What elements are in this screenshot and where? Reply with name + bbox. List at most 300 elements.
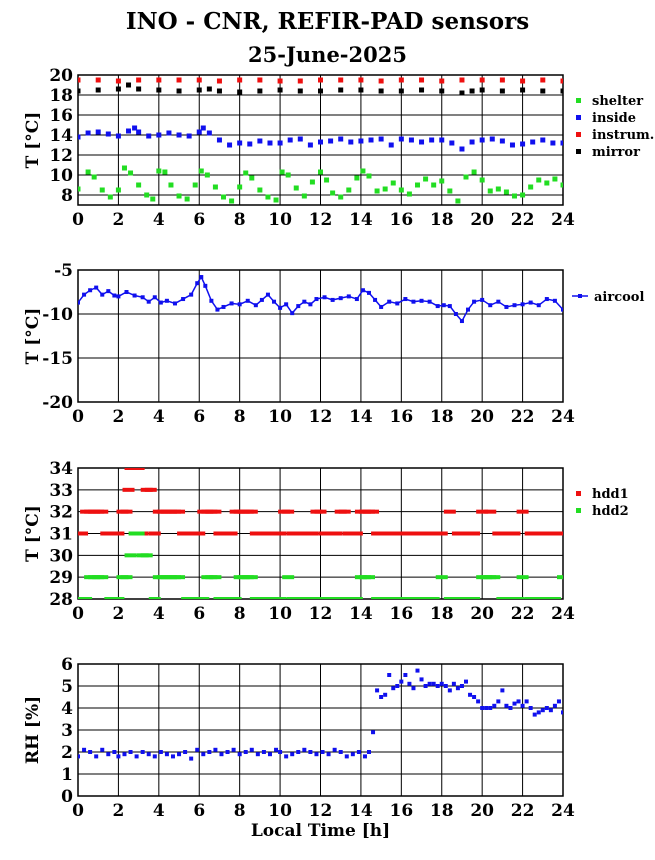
series-inside-point (201, 126, 206, 131)
y-tick-label: -10 (42, 305, 73, 325)
series-rh-point (375, 688, 379, 692)
series-shelter-point (399, 188, 404, 193)
series-inside-point (278, 141, 283, 146)
series-inside-point (399, 137, 404, 142)
series-shelter-point (439, 179, 444, 184)
series-rh-point (403, 673, 407, 677)
series-shelter-point (116, 188, 121, 193)
x-tick-label: 22 (510, 801, 535, 821)
series-rh-point (351, 752, 355, 756)
series-rh-point (357, 750, 361, 754)
series-aircool-point (436, 304, 440, 308)
series-rh-point (327, 752, 331, 756)
series-rh-point (545, 706, 549, 710)
x-tick-label: 0 (72, 604, 84, 624)
series-aircool-point (466, 308, 470, 312)
series-mirror-point (217, 89, 222, 94)
x-tick-label: 24 (551, 801, 575, 821)
x-tick-label: 10 (268, 604, 292, 624)
series-aircool-point (460, 319, 464, 323)
series-aircool-point (561, 308, 565, 312)
x-tick-label: 6 (193, 210, 206, 230)
series-aircool-point (94, 286, 98, 290)
y-tick-label: 10 (49, 166, 73, 186)
x-tick-label: 14 (349, 407, 373, 427)
series-rh-point (345, 754, 349, 758)
series-rh-point (504, 704, 508, 708)
series-inside-point (177, 133, 182, 138)
series-hdd1-point (173, 510, 185, 514)
series-instrum-point (278, 79, 283, 84)
series-mirror-point (379, 89, 384, 94)
series-aircool-point (254, 303, 258, 307)
series-shelter-point (423, 177, 428, 182)
series-instrum-point (116, 79, 121, 84)
series-hdd1-point (306, 532, 318, 536)
y-tick-label: 32 (49, 502, 73, 523)
series-inside-point (136, 130, 141, 135)
series-shelter-point (367, 174, 372, 179)
x-tick-label: 12 (308, 210, 333, 230)
series-inside-point (227, 143, 232, 148)
y-tick-label: 16 (49, 106, 73, 126)
x-tick-label: 18 (429, 801, 454, 821)
legend-label: hdd2 (592, 504, 629, 519)
x-tick-label: 20 (470, 801, 495, 821)
series-shelter-point (280, 170, 285, 175)
x-tick-label: 6 (193, 801, 206, 821)
series-mirror-point (136, 87, 141, 92)
series-inside-point (146, 134, 151, 139)
series-hdd1-point (509, 532, 521, 536)
x-tick-label: 18 (429, 604, 454, 624)
series-shelter-point (243, 171, 248, 176)
series-aircool-point (553, 299, 557, 303)
x-tick-label: 4 (152, 801, 165, 821)
chart-subtitle: 25-June-2025 (248, 42, 407, 67)
series-shelter-point (185, 197, 190, 202)
series-rh-point (290, 752, 294, 756)
series-rh-point (106, 752, 110, 756)
series-mirror-point (126, 83, 131, 88)
series-rh-point (219, 752, 223, 756)
series-shelter-point (108, 195, 113, 200)
series-shelter-point (504, 190, 509, 195)
series-hdd2-point (80, 597, 92, 601)
series-shelter-point (100, 188, 105, 193)
x-tick-label: 24 (551, 407, 575, 427)
series-shelter-point (86, 170, 91, 175)
series-rh-point (424, 684, 428, 688)
series-aircool-point (165, 299, 169, 303)
x-tick-label: 12 (308, 407, 333, 427)
legend-label: aircool (594, 290, 645, 305)
series-inside-point (379, 137, 384, 142)
series-aircool-point (521, 302, 525, 306)
x-tick-label: 2 (112, 801, 125, 821)
series-hdd2-point (351, 597, 363, 601)
x-tick-label: 16 (389, 407, 414, 427)
panel-2 (23, 261, 644, 427)
series-rh-point (537, 710, 541, 714)
series-instrum-point (459, 78, 464, 83)
series-hdd2-point (488, 575, 500, 579)
series-inside-point (500, 139, 505, 144)
series-instrum-point (76, 78, 81, 83)
y-tick-label: 34 (49, 459, 73, 479)
series-hdd1-point (112, 532, 124, 536)
series-rh-point (135, 754, 139, 758)
series-hdd1-point (193, 532, 205, 536)
series-aircool-point (428, 300, 432, 304)
series-hdd2-point (173, 575, 185, 579)
series-mirror-point (338, 88, 343, 93)
series-inside-point (550, 141, 555, 146)
series-instrum-point (358, 78, 363, 83)
series-hdd1-point (517, 510, 529, 514)
series-inside-point (510, 143, 515, 148)
series-rh-point (456, 686, 460, 690)
x-tick-label: 14 (349, 801, 373, 821)
series-shelter-point (237, 185, 242, 190)
series-hdd1-point (339, 510, 351, 514)
series-aircool-point (238, 302, 242, 306)
series-inside-point (470, 140, 475, 145)
series-rh-point (525, 699, 529, 703)
series-aircool-point (454, 312, 458, 316)
series-aircool-point (448, 304, 452, 308)
series-shelter-point (128, 171, 133, 176)
series-shelter-point (488, 189, 493, 194)
series-rh-point (213, 748, 217, 752)
x-tick-label: 20 (470, 210, 495, 230)
series-shelter-point (520, 193, 525, 198)
series-mirror-point (156, 88, 161, 93)
series-aircool-point (125, 290, 129, 294)
series-hdd2-point (125, 553, 137, 557)
series-hdd2-point (436, 575, 448, 579)
series-shelter-point (354, 176, 359, 181)
series-aircool-point (488, 303, 492, 307)
legend-label: hdd1 (592, 487, 629, 502)
series-shelter-point (330, 191, 335, 196)
series-aircool-point (420, 299, 424, 303)
series-shelter-point (122, 166, 127, 171)
series-inside-point (389, 143, 394, 148)
y-axis-label: T [°C] (23, 111, 43, 169)
series-shelter-point (447, 189, 452, 194)
series-mirror-point (399, 89, 404, 94)
y-tick-label: 31 (49, 524, 73, 545)
series-aircool-point (537, 303, 541, 307)
series-inside-point (237, 141, 242, 146)
series-rh-point (460, 684, 464, 688)
series-rh-point (411, 686, 415, 690)
series-rh-point (183, 750, 187, 754)
series-hdd1-point (133, 466, 145, 470)
series-hdd1-point (557, 532, 569, 536)
series-mirror-point (237, 90, 242, 95)
series-shelter-point (162, 170, 167, 175)
series-rh-point (484, 706, 488, 710)
x-tick-label: 16 (389, 210, 414, 230)
x-tick-label: 16 (389, 801, 414, 821)
x-tick-label: 22 (510, 210, 535, 230)
series-rh-point (464, 680, 468, 684)
series-aircool-point (159, 301, 163, 305)
series-inside-point (409, 138, 414, 143)
series-rh-point (82, 748, 86, 752)
legend-label: mirror (592, 145, 640, 160)
series-aircool-point (373, 298, 377, 302)
series-shelter-point (92, 175, 97, 180)
series-inside-point (480, 138, 485, 143)
y-axis-label: T [°C] (23, 505, 43, 562)
series-shelter-point (544, 181, 549, 186)
series-shelter-point (360, 169, 365, 174)
series-inside-point (369, 138, 374, 143)
series-hdd1-point (331, 532, 343, 536)
series-instrum-point (156, 78, 161, 83)
series-aircool-point (411, 300, 415, 304)
series-aircool-point (189, 293, 193, 297)
series-rh-point (88, 750, 92, 754)
series-aircool-point (302, 300, 306, 304)
series-mirror-point (480, 88, 485, 93)
series-aircool-point (82, 293, 86, 297)
x-tick-label: 0 (72, 210, 84, 230)
series-mirror-point (520, 88, 525, 93)
series-rh-point (284, 754, 288, 758)
series-aircool-point (203, 284, 207, 288)
series-hdd2-point (197, 597, 209, 601)
series-rh-point (452, 682, 456, 686)
x-tick-label: 8 (233, 801, 246, 821)
series-rh-point (541, 708, 545, 712)
series-rh-point (444, 684, 448, 688)
series-aircool-point (442, 303, 446, 307)
series-rh-point (367, 750, 371, 754)
series-shelter-point (249, 176, 254, 181)
series-rh-point (492, 704, 496, 708)
series-mirror-point (318, 89, 323, 94)
series-hdd1-point (351, 532, 363, 536)
series-rh-point (553, 704, 557, 708)
series-instrum-point (318, 78, 323, 83)
x-tick-label: 16 (389, 604, 414, 624)
x-tick-label: 6 (193, 604, 206, 624)
series-aircool-point (141, 295, 145, 299)
series-rh-point (278, 750, 282, 754)
series-rh-point (256, 752, 260, 756)
series-instrum-point (480, 78, 485, 83)
series-shelter-point (150, 197, 155, 202)
series-rh-point (407, 682, 411, 686)
series-shelter-point (177, 194, 182, 199)
series-inside-point (187, 134, 192, 139)
series-inside-point (419, 140, 424, 145)
series-aircool-point (266, 293, 270, 297)
series-instrum-point (217, 79, 222, 84)
series-rh-point (153, 754, 157, 758)
series-inside-point (318, 140, 323, 145)
series-hdd1-point (274, 532, 286, 536)
series-rh-point (250, 748, 254, 752)
series-rh-point (500, 688, 504, 692)
x-tick-label: 22 (510, 604, 535, 624)
legend-label: instrum. (592, 128, 655, 143)
series-inside-point (328, 139, 333, 144)
series-rh-point (476, 699, 480, 703)
series-rh-point (159, 750, 163, 754)
series-rh-point (268, 752, 272, 756)
series-hdd2-point (363, 575, 375, 579)
series-hdd2-point (230, 597, 242, 601)
series-rh-point (513, 702, 517, 706)
legend-marker (576, 508, 581, 513)
series-shelter-point (205, 173, 210, 178)
x-tick-label: 10 (268, 801, 292, 821)
series-aircool-point (496, 300, 500, 304)
series-instrum-point (379, 79, 384, 84)
y-tick-label: 3 (61, 721, 73, 741)
series-rh-point (274, 748, 278, 752)
legend-marker (576, 115, 581, 120)
series-shelter-point (552, 177, 557, 182)
x-tick-label: 0 (72, 801, 84, 821)
series-rh-point (201, 752, 205, 756)
series-shelter-point (346, 188, 351, 193)
series-mirror-point (500, 89, 505, 94)
series-hdd1-point (209, 510, 221, 514)
series-rh-point (100, 748, 104, 752)
series-rh-point (420, 677, 424, 681)
series-hdd1-point (149, 532, 161, 536)
series-inside-point (96, 130, 101, 135)
x-axis-label: Local Time [h] (250, 821, 391, 841)
series-mirror-point (207, 87, 212, 92)
y-tick-label: -20 (42, 393, 73, 413)
series-aircool-point (106, 289, 110, 293)
series-hdd1-point (96, 510, 108, 514)
series-shelter-point (199, 169, 204, 174)
series-hdd2-point (246, 575, 258, 579)
series-mirror-point (76, 89, 81, 94)
series-rh-point (94, 754, 98, 758)
series-aircool-point (100, 293, 104, 297)
series-hdd2-point (428, 597, 440, 601)
series-mirror-point (419, 88, 424, 93)
series-shelter-point (286, 173, 291, 178)
legend-marker (576, 491, 581, 496)
series-instrum-point (96, 78, 101, 83)
y-tick-label: 33 (49, 480, 73, 501)
series-rh-point (549, 708, 553, 712)
series-rh-point (363, 754, 367, 758)
series-mirror-point (96, 88, 101, 93)
series-shelter-point (265, 195, 270, 200)
series-instrum-point (520, 79, 525, 84)
series-aircool-point (472, 300, 476, 304)
series-aircool-point (480, 298, 484, 302)
series-shelter-point (257, 188, 262, 193)
series-instrum-point (298, 79, 303, 84)
series-inside-point (76, 135, 81, 140)
series-aircool-point (355, 297, 359, 301)
series-hdd2-point (282, 575, 294, 579)
series-hdd2-point (121, 575, 133, 579)
series-hdd1-point (123, 488, 135, 492)
series-instrum-point (177, 78, 182, 83)
series-instrum-point (197, 78, 202, 83)
series-mirror-point (116, 87, 121, 92)
series-hdd1-point (145, 488, 157, 492)
series-mirror-point (470, 89, 475, 94)
series-hdd2-point (549, 597, 561, 601)
series-shelter-point (383, 187, 388, 192)
series-rh-point (171, 754, 175, 758)
x-tick-label: 10 (268, 210, 292, 230)
series-aircool-point (403, 297, 407, 301)
y-tick-label: 12 (49, 146, 73, 166)
series-mirror-point (298, 89, 303, 94)
series-instrum-point (500, 78, 505, 83)
y-tick-label: 4 (61, 699, 73, 719)
legend-label: inside (592, 111, 637, 126)
series-inside-point (247, 142, 252, 147)
series-aircool-point (195, 281, 199, 285)
series-rh-point (262, 750, 266, 754)
x-tick-label: 8 (233, 604, 246, 624)
series-hdd2-point (209, 575, 221, 579)
series-mirror-point (561, 89, 566, 94)
series-hdd1-point (315, 510, 327, 514)
series-shelter-point (310, 180, 315, 185)
series-aircool-point (314, 297, 318, 301)
series-rh-point (296, 750, 300, 754)
series-shelter-point (229, 199, 234, 204)
series-shelter-point (274, 198, 279, 203)
series-inside-point (348, 140, 353, 145)
series-aircool-point (339, 296, 343, 300)
series-rh-point (428, 682, 432, 686)
series-aircool-point (290, 311, 294, 315)
series-rh-point (440, 682, 444, 686)
series-inside-point (156, 133, 161, 138)
legend-marker (576, 98, 581, 103)
series-shelter-point (455, 199, 460, 204)
series-shelter-point (472, 170, 477, 175)
series-rh-point (416, 669, 420, 673)
series-shelter-point (221, 195, 226, 200)
series-hdd1-point (367, 510, 379, 514)
series-rh-point (129, 750, 133, 754)
series-rh-point (321, 750, 325, 754)
x-tick-label: 4 (152, 407, 165, 427)
series-inside-point (520, 142, 525, 147)
series-rh-point (508, 706, 512, 710)
series-inside-point (207, 131, 212, 136)
series-shelter-point (536, 178, 541, 183)
series-aircool-point (112, 294, 116, 298)
series-shelter-point (76, 187, 81, 192)
panel-1 (23, 66, 654, 230)
series-rh-point (112, 750, 116, 754)
y-tick-label: -5 (54, 261, 73, 281)
y-tick-label: 2 (61, 743, 73, 763)
series-inside-point (86, 131, 91, 136)
series-inside-point (116, 134, 121, 139)
